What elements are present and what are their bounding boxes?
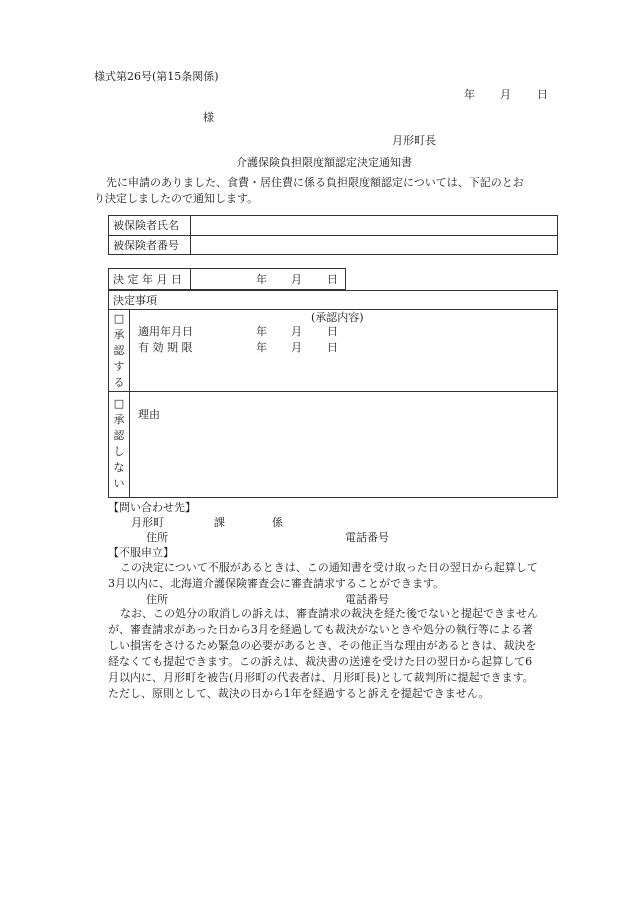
apply-date-month: 月 [291,325,302,338]
approve-char: す [113,360,125,373]
apply-date-year: 年 [256,325,267,338]
approval-content-header: (承認内容) [311,311,364,324]
reject-char: 承 [113,413,125,426]
appeal-line: この決定について不服があるときは、この通知書を受け取った日の翌日から起算して [120,561,538,574]
appeal-paragraph [108,560,588,592]
reason-label: 理由 [138,408,160,421]
valid-period-day: 日 [327,341,338,354]
date-day: 日 [537,88,548,101]
valid-period-month: 月 [291,341,302,354]
form-number: 様式第26号(第15条関係) [94,70,219,83]
appeal-phone-label: 電話番号 [345,593,389,606]
inquiry-staff: 係 [272,516,283,529]
document-title: 介護保険負担限度額認定決定通知書 [236,156,412,169]
decision-date-year: 年 [256,273,267,286]
reject-char: な [113,461,125,474]
approve-char: 承 [113,328,125,341]
lawsuit-line: 月以内に、月形町を被告(月形町の代表者は、月形町長)として裁判所に提起できます。 [108,671,534,684]
inquiry-town: 月形町 [131,516,164,529]
date-year: 年 [464,88,475,101]
lawsuit-line: ただし、原則として、裁決の日から1年を経過すると訴えを提起できません。 [108,687,490,700]
addressee-suffix: 様 [203,111,214,124]
lawsuit-line: 経なくても提起できます。この訴えは、裁決書の送達を受けた日の翌日から起算して6 [108,655,533,668]
valid-period-year: 年 [256,341,267,354]
approve-char: る [113,376,125,389]
appeal-line: 3月以内に、北海道介護保険審査会に審査請求することができます。 [108,577,445,590]
insured-name-field[interactable] [192,216,556,234]
appeal-address-label: 住所 [146,593,168,606]
date-month: 月 [500,88,511,101]
decision-date-day: 日 [327,273,338,286]
appeal-header: 【不服申立】 [108,546,174,559]
insured-number-field[interactable] [192,236,556,254]
lawsuit-line: しい損害をさけるため緊急の必要があるとき、その他正当な理由があるときは、裁決を [108,639,537,652]
lawsuit-line: なお、この処分の取消しの訴えは、審査請求の裁決を経た後でないと提起できません [120,607,538,620]
reject-checkbox[interactable]: □ [113,397,125,410]
reject-label-column [109,396,129,492]
inquiry-phone-label: 電話番号 [345,531,389,544]
sender: 月形町長 [392,134,436,147]
lawsuit-paragraph [108,606,588,702]
decision-items-label: 決定事項 [113,294,157,307]
decision-date-label: 決 定 年 月 日 [113,273,182,286]
insured-number-label: 被保険者番号 [113,239,179,252]
reject-char: し [113,445,125,458]
apply-date-day: 日 [327,325,338,338]
decision-date-month: 月 [291,273,302,286]
lawsuit-line: が、審査請求があった日から3月を経過しても裁決がないときや処分の執行等による著 [108,623,533,636]
intro-line: 先に申請のありました、食費・居住費に係る負担限度額認定については、下記のとお [106,176,524,189]
reject-char: 認 [113,429,125,442]
apply-date-label: 適用年月日 [138,325,193,338]
inquiry-section: 課 [214,516,225,529]
intro-line: り決定しましたので通知します。 [94,192,259,205]
intro-paragraph [94,175,584,207]
approve-label-column [109,311,129,391]
reject-char: い [113,477,125,490]
inquiry-address-label: 住所 [146,531,168,544]
insured-name-label: 被保険者氏名 [113,219,179,232]
approve-char: 認 [113,344,125,357]
approve-checkbox[interactable]: □ [113,312,125,325]
inquiry-header: 【問い合わせ先】 [108,501,196,514]
valid-period-label: 有 効 期 限 [138,341,193,354]
